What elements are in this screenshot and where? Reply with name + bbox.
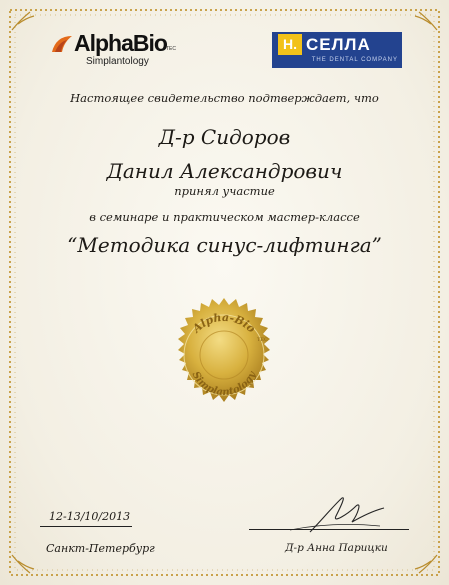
sella-logo-lead: Н.: [283, 36, 297, 52]
course-title: “Методика синус-лифтинга”: [67, 233, 382, 257]
alphabio-leaf-icon: [50, 34, 74, 54]
sella-logo-name: СЕЛЛА: [306, 35, 371, 54]
sella-logo-tagline: THE DENTAL COMPANY: [311, 57, 398, 63]
sella-logo: [272, 32, 402, 68]
date-underline: [40, 526, 132, 527]
seal-top-text: Alpha-Bio: [190, 310, 258, 336]
recipient-name-line1: Д-р Сидоров: [158, 125, 291, 149]
gold-seal: [166, 297, 282, 413]
alphabio-brand-suffix: TEC: [166, 46, 176, 52]
alphabio-subtitle: Simplantology: [86, 56, 149, 67]
certificate-intro: Настоящее свидетельство подтверждает, что: [70, 91, 379, 105]
signature-line: [249, 529, 409, 530]
alphabio-logo: [50, 28, 176, 70]
event-date: 12-13/10/2013: [49, 510, 131, 523]
handwritten-signature: [280, 492, 390, 537]
seal-bottom-text: Simplantology: [189, 369, 259, 399]
signer-name: Д-р Анна Парицки: [285, 542, 388, 554]
event-type-text: в семинаре и практическом мастер-классе: [89, 210, 360, 224]
participation-text: принял участие: [174, 184, 275, 198]
event-city: Санкт-Петербург: [46, 542, 155, 555]
seal-top-suffix: TEC: [257, 337, 268, 343]
alphabio-brand-text: AlphaBio: [74, 30, 167, 56]
recipient-name-line2: Данил Александрович: [106, 159, 343, 183]
